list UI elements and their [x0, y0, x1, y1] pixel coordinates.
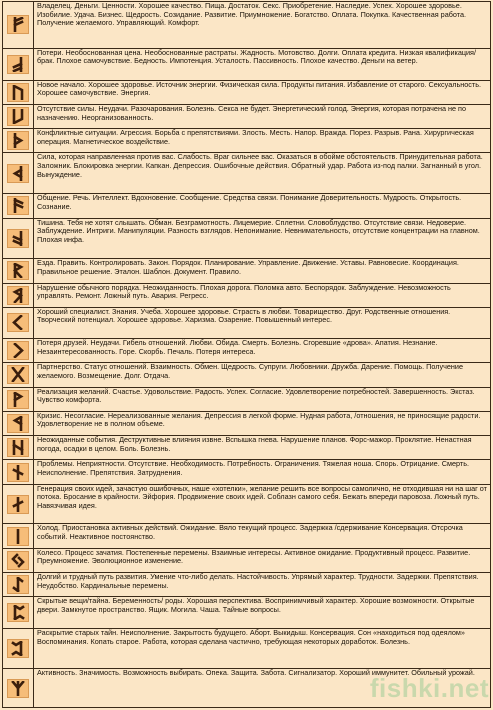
meaning-text: Потеря друзей. Неудачи. Гибель отношений. Любви. Обида. Смерть. Болезнь. Сгоревшие «дрова». Апатия. Незнание. Незаинтересованность. Горе. Скорбь. Печаль. Потеря интереса. — [37, 338, 438, 356]
rune-cell — [3, 573, 34, 596]
kenaz-inverted-rune-icon — [7, 341, 29, 360]
raidho-rune-icon — [7, 261, 29, 280]
table-row — [3, 129, 490, 153]
rune-cell — [3, 363, 34, 386]
rune-cell — [3, 219, 34, 259]
meaning-text: Неожиданные события. Деструктивные влияния извне. Вспышка гнева. Нарушение планов. Форс-мажор. Проклятие. Ненастная погода, осадки в целом. Боль. Болезнь. — [37, 436, 472, 453]
ansuz-inverted-rune-icon — [7, 229, 29, 248]
table-row — [3, 81, 490, 105]
rune-cell — [3, 388, 34, 411]
table-row — [3, 436, 490, 460]
rune-cell — [3, 669, 34, 707]
uruz-inverted-rune-icon — [7, 107, 29, 126]
table-row — [3, 194, 490, 218]
rune-cell — [3, 308, 34, 338]
rune-meanings-table — [2, 1, 491, 708]
table-row — [3, 49, 490, 81]
rune-cell — [3, 2, 34, 48]
wunjo-rune-icon — [7, 390, 29, 409]
rune-cell — [3, 129, 34, 152]
kenaz-rune-icon — [7, 313, 29, 332]
table-row — [3, 485, 490, 525]
table-row — [3, 460, 490, 484]
table-row — [3, 629, 490, 669]
meaning-text: Генерация своих идей, зачастую ошибочных, наше «хотелки», желание решить все вопросы самолично, не отходившая ни на шаг от потока. Бросание в крайности. Эйфория. Продвижение своих идей. Соблазн самого себя. Бежать впереди паровоза. Ложный путь. Навязчивая идея. — [37, 484, 487, 510]
rune-cell — [3, 485, 34, 524]
rune-cell — [3, 597, 34, 628]
table-row — [3, 284, 490, 308]
thurisaz-rune-icon — [7, 131, 29, 150]
jera-rune-icon — [7, 551, 29, 570]
table-row — [3, 549, 490, 573]
table-row — [3, 105, 490, 129]
rune-cell — [3, 194, 34, 217]
table-row — [3, 339, 490, 363]
nauthiz-inverted-rune-icon — [7, 495, 29, 514]
watermark-logo: fishki.net — [369, 673, 489, 703]
rune-cell — [3, 153, 34, 193]
meaning-text: Скрытые вещи/тайна. Беременность/ роды. Хорошая перспектива. Воспринимчивый характер. Хорошие возможности. Открытые двери. Замкнутое пространство. Ящик. Могила. Чаша. Тайные вопросы. — [37, 597, 475, 614]
table-row — [3, 597, 490, 629]
table-row — [3, 669, 490, 707]
table-row — [3, 388, 490, 412]
rune-cell — [3, 81, 34, 104]
meaning-text: Активность. Значимость. Возможность выбирать. Опека. Защита. Забота. Сигнализатор. Хороший иммунитет. Обильный урожай. — [37, 669, 475, 678]
meaning-text: Тишина. Тебя не хотят слышать. Обман. Безграмотность. Лицемерие. Сплетни. Словоблудство. Отсутствие связи. Недоверие. Заблуждение. Интриги. Манипуляции. Разность взглядов. Непонимание. Невнимательность, отсутствие концентрации на главном. Плохая инфа. — [37, 218, 480, 244]
wunjo-inverted-rune-icon — [7, 414, 29, 433]
uruz-rune-icon — [7, 83, 29, 102]
rune-cell — [3, 412, 34, 435]
rune-cell — [3, 549, 34, 572]
meaning-text: Кризис. Несогласие. Нереализованные желания. Депрессия в легкой форме. Нудная работа, /отношения, не приносящие радости. Удовлетворение не в полном объеме. — [37, 411, 481, 429]
nauthiz-rune-icon — [7, 463, 29, 482]
table-row — [3, 219, 490, 260]
hagalaz-rune-icon — [7, 438, 29, 457]
meaning-text: Колесо. Процесс зачатия. Постепенные перемены. Взаимные интересы. Активное ожидание. Продуктивный процесс. Развитие. Преумножение. Эволюционное изменение. — [37, 548, 471, 566]
meaning-text: Нарушение обычного порядка. Неожиданность. Плохая дорога. Поломка авто. Беспорядок. Заблуждение. Невозможность управлять. Ремонт. Ложный путь. Авария. Регресс. — [37, 283, 451, 301]
meaning-text: Владелец. Деньги. Ценности. Хорошее качество. Пища. Достаток. Секс. Приобретение. Наследие. Успех. Хорошее здоровье. Изобилие. Удача. Бизнес. Щедрость. Созидание. Развитие. Приумножение. Богатство. Оплата. Покупка. Качественная работа. Получение желаемого. Управляющий. Комфорт. — [37, 2, 467, 28]
perthro-rune-icon — [7, 603, 29, 622]
thurisaz-inverted-rune-icon — [7, 164, 29, 183]
rune-cell — [3, 284, 34, 307]
meaning-text: Проблемы. Неприятности. Отсутствие. Необходимость. Потребность. Ограничения. Тяжелая ноша. Спорь. Отрицание. Смерть. Неисполнение. Препятствия. Затруднения. — [37, 460, 469, 477]
meaning-text: Реализация желаний. Счастье. Удовольствие. Радость. Успех. Согласие. Удовлетворение потребностей. Завершенность. Экстаз. Чувство комфорта. — [37, 387, 475, 405]
meaning-text: Долгий и трудный путь развития. Умение что-либо делать. Настойчивость. Упрямый характер. Трудности. Задержки. Препятствия. Неудобство. Кардинальные перемены. — [37, 573, 479, 590]
fehu-inverted-rune-icon — [7, 55, 29, 74]
rune-cell — [3, 259, 34, 282]
meaning-text: Общение. Речь. Интеллект. Вдохновение. Сообщение. Средства связи. Понимание Доверительность. Мудрость. Открытость. Сознание. — [37, 194, 462, 211]
algiz-rune-icon — [7, 679, 29, 698]
meaning-text: Отсутствие силы. Неудачи. Разочарования. Болезнь. Секса не будет. Энергетический голод. Энергия, которая потрачена не по назначению. Неорганизованность. — [37, 104, 467, 122]
meaning-text: Партнерство. Статус отношений. Взаимность. Обмен. Щедрость. Супруги. Любовники. Дружба. Дарение. Помощь. Получение желаемого. Возмещение. Долг. Отдача. — [37, 363, 463, 380]
rune-cell — [3, 105, 34, 128]
eihwaz-rune-icon — [7, 575, 29, 594]
table-row — [3, 2, 490, 49]
meaning-text: Езда. Править. Контролировать. Закон. Порядок. Планирование. Управление. Движение. Уставы. Равновесие. Координация. Правильное решение. Эталон. Шаблон. Документ. Правило. — [37, 259, 459, 276]
rune-cell — [3, 49, 34, 80]
meaning-text: Сила, которая направленная против вас. Слабость. Враг сильнее вас. Оказаться в обойме обстоятельств. Принудительная работа. Заложник. Блокировка энергии. Капкан. Депрессия. Ошибочные действия. Обратный удар. Работа из-под палки. Загнанный в угол. Вынуждение. — [37, 153, 483, 179]
table-row — [3, 363, 490, 387]
meaning-text: Холод. Приостановка активных действий. Ожидание. Вяло текущий процесс. Задержка /сдерживание Консервация. Отсрочка событий. Неактивное постоянство. — [37, 524, 463, 542]
table-row — [3, 259, 490, 283]
fehu-rune-icon — [7, 15, 29, 34]
table-row — [3, 153, 490, 194]
rune-cell — [3, 460, 34, 483]
meaning-text: Раскрытие старых тайн. Неисполнение. Закрытость будущего. Аборт. Выкидыш. Консервация. Сон «находиться под одеялом» Воспоминания. Копать старое. Работа, которая сделана частично, требующая некоторых доработок. Болезнь. — [37, 629, 465, 646]
rune-cell — [3, 436, 34, 459]
table-row — [3, 412, 490, 436]
meaning-text: Хороший специалист. Знания. Учеба. Хорошее здоровье. Страсть в любви. Товарищество. Друг. Родственные отношения. Творческий потенциал. Хорошее здоровье. Харизма. Озарение. Повышенный интерес. — [37, 307, 451, 325]
gebo-rune-icon — [7, 365, 29, 384]
ansuz-rune-icon — [7, 196, 29, 215]
meaning-text: Новое начало. Хорошее здоровье. Источник энергии. Физическая сила. Продукты питания. Избавление от старого. Сексуальность. Хорошее самочувствие. Энергия. — [37, 80, 482, 98]
table-row — [3, 524, 490, 548]
rune-cell — [3, 339, 34, 362]
perthro-inverted-rune-icon — [7, 639, 29, 658]
rune-cell — [3, 524, 34, 547]
rune-cell — [3, 629, 34, 668]
raidho-inverted-rune-icon — [7, 286, 29, 305]
isa-rune-icon — [7, 527, 29, 546]
table-row — [3, 573, 490, 597]
table-row — [3, 308, 490, 339]
meaning-text: Конфликтные ситуации. Агрессия. Борьба с препятствиями. Злость. Месть. Напор. Вражда. Порез. Разрыв. Рана. Хирургическая операция. Магнетическое воздействие. — [37, 129, 474, 146]
meaning-text: Потери. Необоснованная цена. Необоснованные растраты. Жадность. Мотовство. Долги. Оплата кредита. Низкая квалификация/брак. Плохое самочувствие. Бедность. Импотенция. Усталость. Пассивность. Плохое качество. Деньги на ветер. — [37, 48, 477, 66]
